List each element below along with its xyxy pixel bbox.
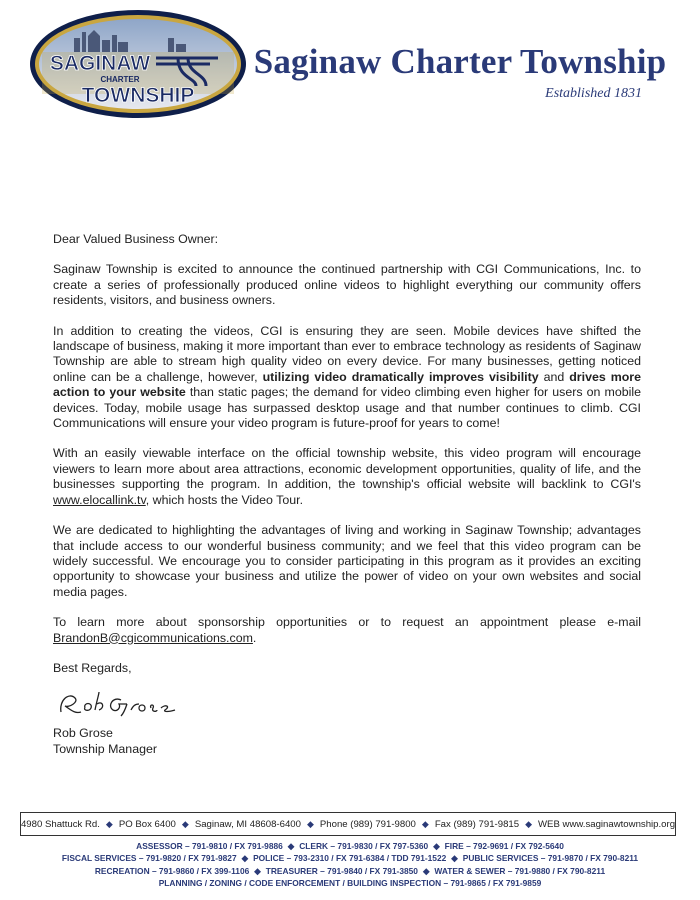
logo-saginaw: SAGINAW: [49, 52, 151, 75]
highlight-action: drives more action to your website: [53, 369, 642, 400]
diamond-icon: ◆: [105, 818, 113, 829]
logo-charter: CHARTER: [100, 75, 140, 84]
diamond-icon: ◆: [525, 818, 532, 829]
address-city: Saginaw, MI 48608-6400: [194, 818, 301, 830]
elocallink-link[interactable]: www.elocallink.tv: [53, 492, 146, 507]
address-phone: Phone (989) 791-9800: [319, 818, 416, 830]
diamond-icon: ◆: [241, 853, 249, 864]
paragraph-4: We are dedicated to highlighting the advantages of living and working in Saginaw Township; advantages that include access to our wonderful business community; and we feel that this video program can be widely successful. We encourage you to consider participating in this program as it provides an exciting opportunity to showcase your business and utilize the power of video on your own websites and social media pages.: [53, 523, 641, 599]
paragraph-1: Saginaw Township is excited to announce the continued partnership with CGI Communications, Inc. to create a series of professionally produced online videos to highlight everything our community offers residents, visitors, and business owners.: [53, 262, 641, 308]
address-web: WEB www.saginawtownship.org: [538, 818, 676, 830]
dept-line: ASSESSOR – 791-9810 / FX 791-9886 ◆ CLERK – 791-9830 / FX 797-5360 ◆ FIRE – 792-9691 / FX 792-5640: [136, 841, 564, 851]
established-date: Established 1831: [545, 86, 642, 101]
paragraph-2: In addition to creating the videos, CGI is ensuring they are seen. Mobile devices have shifted the landscape of business, making it more important than ever to embrace technology as residents of Saginaw Township are able to stream high quality video on every device. For many businesses, getting noticed online can be a challenge, however, utilizing video dramatically improves visibility and drives more action to your website than static pages; the demand for video climbing even higher for users on mobile devices. Today, mobile usage has surpassed desktop usage and that number continues to climb. CGI Communications will ensure your video program is future-proof for years to come!: [53, 323, 642, 431]
closing: Best Regards,: [53, 660, 132, 675]
diamond-icon: ◆: [433, 841, 440, 851]
signer-name: Rob Grose: [53, 726, 113, 741]
address-street: 4980 Shattuck Rd.: [20, 818, 100, 830]
township-logo: [28, 8, 248, 120]
address-pobox: PO Box 6400: [118, 818, 176, 830]
logo-township: TOWNSHIP: [81, 84, 195, 107]
address-fax: Fax (989) 791-9815: [434, 818, 520, 830]
dept-line: FISCAL SERVICES – 791-9820 / FX 791-9827 ◆ POLICE – 793-2310 / FX 791-6384 / TDD 791-1522 ◆ PUBLIC SERVICES – 791-9870 / FX 790-8211: [61, 853, 639, 864]
diamond-icon: ◆: [287, 841, 295, 851]
dept-line: PLANNING / ZONING / CODE ENFORCEMENT / BUILDING INSPECTION – 791-9865 / FX 791-9859: [158, 878, 542, 889]
letter-body: [53, 232, 641, 757]
department-directory: [0, 840, 700, 890]
diamond-icon: ◆: [422, 865, 430, 876]
diamond-icon: ◆: [181, 818, 189, 829]
diamond-icon: ◆: [254, 865, 261, 876]
signer-title: Township Manager: [53, 741, 158, 756]
paragraph-5: To learn more about sponsorship opportunities or to request an appointment please e-mail BrandonB@cgicommunications.com.: [53, 615, 641, 645]
paragraph-3: With an easily viewable interface on the official township website, this video program will encourage viewers to learn more about area attractions, economic development opportunities, quality of life, and the businesses supporting the program. In addition, the township's official website will backlink to CGI's www.elocallink.tv, which hosts the Video Tour.: [53, 446, 641, 507]
salutation: Dear Valued Business Owner:: [53, 232, 219, 246]
signature: [55, 682, 641, 722]
highlight-visibility: utilizing video dramatically improves visibility: [262, 369, 539, 384]
diamond-icon: ◆: [421, 818, 429, 829]
email-link[interactable]: BrandonB@cgicommunications.com: [53, 630, 253, 645]
footer-address-bar: [20, 812, 676, 836]
diamond-icon: ◆: [306, 818, 314, 829]
diamond-icon: ◆: [451, 853, 458, 864]
page-title: Saginaw Charter Township: [253, 42, 667, 81]
dept-line: RECREATION – 791-9860 / FX 399-1106 ◆ TREASURER – 791-9840 / FX 791-3850 ◆ WATER & SEWER – 791-9880 / FX 790-8211: [94, 865, 606, 876]
